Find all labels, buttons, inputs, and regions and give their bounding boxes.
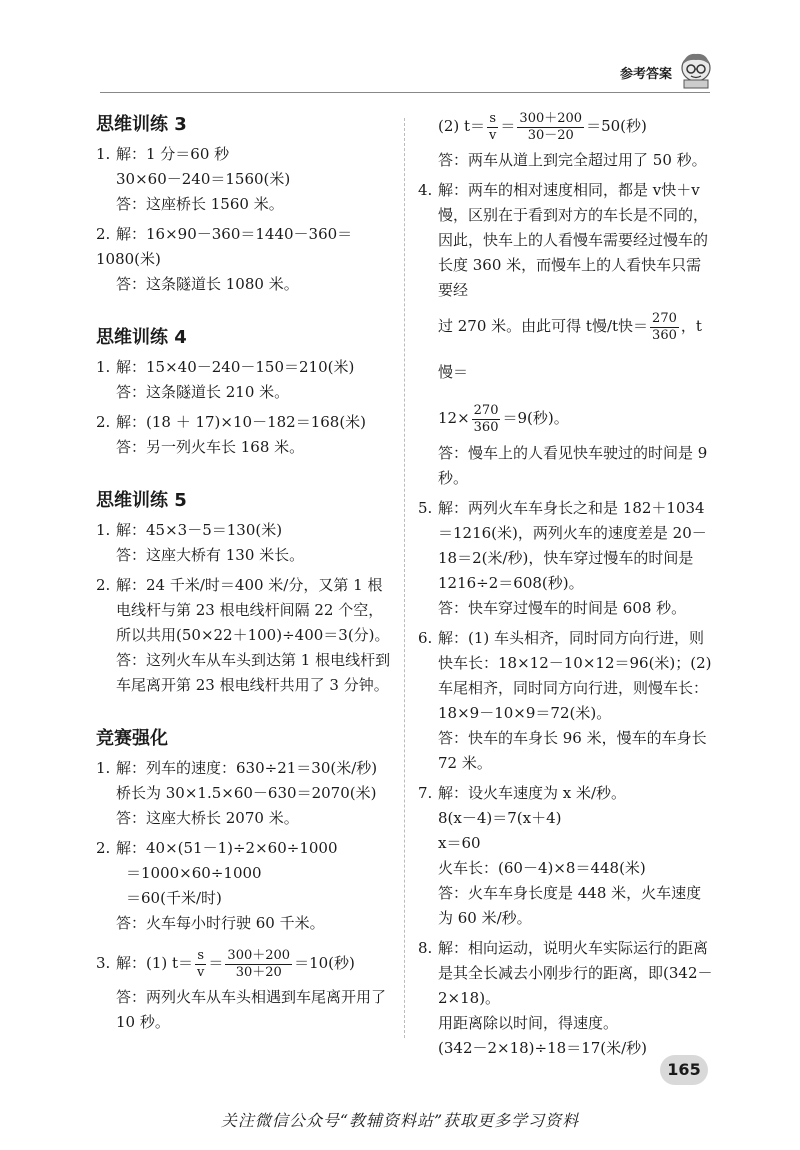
q-answer: 答：火车每小时行驶 60 千米。 [116, 914, 325, 932]
q-number: 3. [96, 954, 111, 972]
q-formula [116, 941, 396, 985]
formula-text: ＝9(秒)。 [502, 409, 569, 427]
q-number: 8. [418, 939, 433, 957]
page-number: 165 [660, 1055, 708, 1085]
question-1 [96, 355, 396, 405]
formula-text: (2) t＝ [438, 117, 486, 135]
fraction [517, 111, 584, 144]
q-answer: 答：快车穿过慢车的时间是 608 秒。 [438, 599, 687, 617]
q-text: 解：24 千米/时＝400 米/分，又第 1 根电线杆与第 23 根电线杆间隔 22 个空，所以共用(50×22＋100)÷400＝3(分)。 [116, 576, 390, 644]
denominator: 30＋20 [235, 964, 282, 980]
q-text: 解：15×40－240－150＝210(米) [116, 358, 355, 376]
q-line: x＝60 [438, 834, 481, 852]
q-number: 1. [96, 358, 111, 376]
formula-text: ＝10(秒) [294, 954, 355, 972]
formula-text: 解：(1) t＝ [116, 954, 194, 972]
q-answer: 答：这列火车从车头到达第 1 根电线杆到车尾离开第 23 根电线杆共用了 3 分钟。 [116, 651, 391, 694]
q-formula [438, 395, 716, 441]
column-divider [404, 118, 405, 1038]
question-2 [96, 836, 396, 936]
q-text: 解：(1) 车头相齐，同时同方向行进，则快车长：18×12－10×12＝96(米)；(2) 车尾相齐，同时同方向行进，则慢车长：18×9－10×9＝72(米)。 [438, 629, 712, 722]
q-line: 8(x－4)＝7(x＋4) [438, 809, 562, 827]
q-number: 2. [96, 839, 111, 857]
denominator: 360 [473, 419, 499, 435]
q-text: 解：(18 ＋ 17)×10－182＝168(米) [116, 413, 367, 431]
q-answer: 答：这座桥长 1560 米。 [116, 195, 284, 213]
q-text: 解：两列火车车身长之和是 182＋1034＝1216(米)，两列火车的速度差是 20－18＝2(米/秒)，快车穿过慢车的时间是 1216÷2＝608(秒)。 [438, 499, 707, 592]
denominator: 360 [652, 327, 677, 343]
numerator: 270 [473, 402, 499, 418]
q-answer: 答：另一列火车长 168 米。 [116, 438, 305, 456]
numerator: s [487, 111, 498, 128]
q-formula [438, 303, 716, 395]
section-thinking-4 [96, 325, 396, 460]
q-number: 1. [96, 759, 111, 777]
question-1 [96, 518, 396, 568]
q-number: 5. [418, 499, 433, 517]
numerator: 300＋200 [227, 947, 291, 963]
question-7 [418, 781, 716, 931]
section-thinking-3 [96, 112, 396, 297]
q-line: 用距离除以时间，得速度。 [438, 1014, 619, 1032]
q-number: 2. [96, 225, 111, 243]
mascot-icon [676, 50, 716, 90]
question-2 [96, 410, 396, 460]
section-title: 竞赛强化 [96, 728, 168, 749]
section-title: 思维训练 4 [96, 327, 187, 348]
q-text: 解：45×3－5＝130(米) [116, 521, 283, 539]
q-number: 6. [418, 629, 433, 647]
section-competition [96, 726, 396, 1035]
q-answer: 答：这座大桥有 130 米长。 [116, 546, 305, 564]
section-title: 思维训练 3 [96, 114, 187, 135]
q-answer: 答：这条隧道长 210 米。 [116, 383, 290, 401]
q-text: 解：列车的速度：630÷21＝30(米/秒) [116, 759, 378, 777]
formula-text: 12× [438, 409, 470, 427]
section-title: 思维训练 5 [96, 490, 187, 511]
numerator: 300＋200 [519, 110, 583, 126]
q-line: 火车长：(60－4)×8＝448(米) [438, 859, 646, 877]
q-text: 解：1 分＝60 秒 [116, 145, 230, 163]
q-text: 解：相向运动，说明火车实际运行的距离是其全长减去小刚步行的距离，即(342－2×18)。 [438, 939, 713, 1007]
q-answer: 答：这条隧道长 1080 米。 [116, 275, 299, 293]
question-6 [418, 626, 716, 776]
q-text: 解：40×(51－1)÷2×60÷1000 [116, 839, 338, 857]
q-number: 4. [418, 181, 433, 199]
q-formula [438, 104, 716, 148]
q-number: 1. [96, 521, 111, 539]
q-line: ＝1000×60÷1000 [126, 864, 262, 882]
left-column [96, 112, 396, 1063]
footer-note: 关注微信公众号“教辅资料站”获取更多学习资料 [220, 1111, 580, 1130]
question-8 [418, 936, 716, 1061]
q-number: 2. [96, 576, 111, 594]
header-label: 参考答案 [620, 67, 673, 82]
question-1 [96, 142, 396, 217]
q-line: 30×60－240＝1560(米) [116, 170, 291, 188]
q-line: 桥长为 30×1.5×60－630＝2070(米) [116, 784, 377, 802]
header-rule [100, 92, 710, 93]
q-answer: 答：慢车上的人看见快车驶过的时间是 9 秒。 [438, 444, 708, 487]
question-3 [96, 941, 396, 1035]
q-text: 解：设火车速度为 x 米/秒。 [438, 784, 627, 802]
q-number: 2. [96, 413, 111, 431]
q-number: 7. [418, 784, 433, 802]
right-column [418, 112, 716, 1066]
section-thinking-5 [96, 488, 396, 698]
fraction [472, 403, 501, 436]
q-line: ＝60(千米/时) [126, 889, 222, 907]
formula-text: 过 270 米。由此可得 t慢/t快＝ [438, 317, 649, 335]
denominator: v [489, 127, 497, 143]
fraction [195, 948, 206, 981]
fraction [225, 948, 292, 981]
denominator: 30－20 [527, 127, 574, 143]
denominator: v [197, 964, 205, 980]
question-5 [418, 496, 716, 621]
fraction [650, 311, 679, 344]
q-line: (342－2×18)÷18＝17(米/秒) [438, 1039, 648, 1057]
q-answer: 答：两列火车从车头相遇到车尾离开用了 10 秒。 [116, 988, 387, 1031]
question-2 [96, 222, 396, 297]
q-answer: 答：两车从道上到完全超过用了 50 秒。 [438, 151, 707, 169]
q-text: 解：两车的相对速度相同，都是 v快＋v慢，区别在于看到对方的车长是不同的，因此，快车上的人看慢车需要经过慢车的长度 360 米，而慢车上的人看快车只需要经 [438, 181, 709, 299]
q-text: 解：16×90－360＝1440－360＝1080(米) [96, 225, 353, 268]
formula-text: ，t慢＝ [438, 317, 702, 381]
question-2 [96, 573, 396, 698]
numerator: s [195, 948, 206, 965]
fraction [487, 111, 498, 144]
answer-3-part-2 [418, 104, 716, 173]
q-number: 1. [96, 145, 111, 163]
q-answer: 答：快车的车身长 96 米，慢车的车身长 72 米。 [438, 729, 707, 772]
formula-text: ＝ [208, 954, 224, 972]
q-answer: 答：这座大桥长 2070 米。 [116, 809, 299, 827]
formula-text: ＝50(秒) [586, 117, 647, 135]
numerator: 270 [652, 310, 677, 326]
formula-text: ＝ [500, 117, 516, 135]
q-answer: 答：火车车身长度是 448 米，火车速度为 60 米/秒。 [438, 884, 702, 927]
question-1 [96, 756, 396, 831]
question-4 [418, 178, 716, 491]
